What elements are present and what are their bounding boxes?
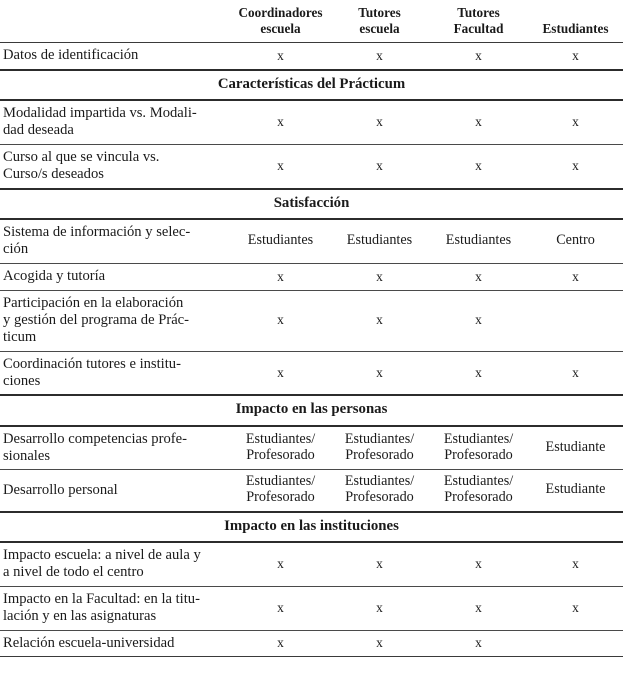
- table-row: [0, 43, 623, 70]
- cell-tutores-escuela: x: [330, 145, 429, 189]
- cell-coordinadores-escuela: [231, 426, 330, 470]
- cell-line2: Profesorado: [246, 489, 315, 506]
- cell-line1: Estudiante: [545, 481, 606, 498]
- table-row: [0, 290, 623, 351]
- row-label-line2: ciones: [3, 372, 41, 389]
- cell-line2: Profesorado: [345, 489, 414, 506]
- section-header-row: [0, 395, 623, 425]
- table-row: [0, 630, 623, 657]
- cell-estudiantes: [528, 426, 623, 470]
- row-label-line2: Curso/s deseados: [3, 166, 104, 182]
- section-header-label: Impacto en las instituciones: [0, 512, 623, 542]
- cell-tutores-facultad: x: [429, 542, 528, 586]
- row-label-line2: a nivel de todo el centro: [3, 563, 144, 580]
- cell-line2: Profesorado: [444, 446, 513, 463]
- cell-estudiantes: x: [528, 542, 623, 586]
- row-label: [0, 426, 231, 470]
- row-label-line1: Coordinación tutores e institu-: [3, 355, 181, 372]
- row-label-line1: Impacto escuela: a nivel de aula y: [3, 546, 201, 563]
- row-label: [0, 542, 231, 586]
- cell-coordinadores-escuela: Estudiantes: [231, 219, 330, 263]
- cell-tutores-facultad: x: [429, 630, 528, 657]
- table-row: [0, 586, 623, 630]
- row-label: [0, 100, 231, 144]
- cell-line1: Estudiantes/: [245, 473, 316, 490]
- column-header-line2: Facultad: [453, 20, 504, 36]
- cell-estudiantes: [528, 630, 623, 657]
- cell-estudiantes: x: [528, 263, 623, 290]
- cell-estudiantes: x: [528, 100, 623, 144]
- row-label-line2: y gestión del programa de Prác-: [3, 311, 190, 328]
- row-label-line1: Sistema de información y selec-: [3, 224, 191, 241]
- cell-tutores-facultad: Estudiantes: [429, 219, 528, 263]
- section-header-label: Características del Prácticum: [0, 70, 623, 100]
- cell-tutores-escuela: x: [330, 43, 429, 70]
- cell-estudiantes: x: [528, 351, 623, 395]
- row-label-line1: Modalidad impartida vs. Modali-: [3, 105, 197, 122]
- row-label: [0, 586, 231, 630]
- column-header-tutores-facultad: [429, 0, 528, 43]
- table-row: [0, 145, 623, 189]
- column-header-line2: escuela: [260, 20, 301, 36]
- row-label-line2: sionales: [3, 447, 51, 464]
- cell-tutores-escuela: x: [330, 542, 429, 586]
- section-header-label: Impacto en las personas: [0, 395, 623, 425]
- cell-tutores-facultad: x: [429, 100, 528, 144]
- cell-coordinadores-escuela: x: [231, 290, 330, 351]
- column-header-line1: Estudiantes: [542, 20, 609, 36]
- cell-line1: Estudiantes/: [443, 430, 514, 447]
- cell-tutores-facultad: x: [429, 586, 528, 630]
- table-row: [0, 351, 623, 395]
- row-label-line2: dad deseada: [3, 122, 74, 139]
- row-label-line1: Participación en la elaboración: [3, 294, 184, 311]
- cell-line2: Profesorado: [246, 446, 315, 463]
- cell-tutores-facultad: [429, 470, 528, 512]
- cell-line2: Profesorado: [444, 489, 513, 506]
- cell-coordinadores-escuela: x: [231, 100, 330, 144]
- row-label: Acogida y tutoría: [0, 263, 231, 290]
- cell-coordinadores-escuela: x: [231, 43, 330, 70]
- cell-tutores-escuela: [330, 470, 429, 512]
- row-label: [0, 145, 231, 189]
- cell-line1: Estudiantes/: [344, 430, 415, 447]
- cell-coordinadores-escuela: x: [231, 542, 330, 586]
- column-header-label: [0, 0, 231, 43]
- cell-estudiantes: Centro: [528, 219, 623, 263]
- cell-estudiantes: x: [528, 586, 623, 630]
- header-row: [0, 0, 623, 43]
- row-label: Relación escuela-universidad: [0, 630, 231, 657]
- cell-tutores-facultad: x: [429, 263, 528, 290]
- column-header-coordinadores-escuela: [231, 0, 330, 43]
- column-header-estudiantes: [528, 0, 623, 43]
- row-label: [0, 290, 231, 351]
- cell-line2: Profesorado: [345, 446, 414, 463]
- cell-coordinadores-escuela: x: [231, 351, 330, 395]
- cell-line1: Estudiantes/: [344, 473, 415, 490]
- row-label-line3: ticum: [3, 328, 37, 345]
- table-row: [0, 263, 623, 290]
- table-row: [0, 100, 623, 144]
- column-header-line1: Tutores: [358, 5, 401, 20]
- row-label-line1: Impacto en la Facultad: en la titu-: [3, 590, 200, 607]
- cell-estudiantes: [528, 470, 623, 512]
- table-row: [0, 470, 623, 512]
- cell-tutores-escuela: Estudiantes: [330, 219, 429, 263]
- section-header-row: [0, 189, 623, 219]
- section-header-row: [0, 512, 623, 542]
- cell-tutores-escuela: x: [330, 100, 429, 144]
- section-header-row: [0, 70, 623, 100]
- row-label-line2: lación y en las asignaturas: [3, 607, 157, 624]
- table-row: [0, 426, 623, 470]
- section-header-label: Satisfacción: [0, 189, 623, 219]
- cell-tutores-escuela: x: [330, 586, 429, 630]
- cell-coordinadores-escuela: x: [231, 263, 330, 290]
- row-label: Desarrollo personal: [0, 470, 231, 512]
- table-row: [0, 542, 623, 586]
- row-label: [0, 351, 231, 395]
- cell-estudiantes: x: [528, 145, 623, 189]
- row-label: [0, 219, 231, 263]
- cell-tutores-escuela: x: [330, 351, 429, 395]
- row-label-line2: ción: [3, 241, 29, 257]
- cell-tutores-facultad: x: [429, 145, 528, 189]
- column-header-line2: escuela: [359, 20, 400, 36]
- cell-line1: Estudiantes/: [245, 430, 316, 447]
- row-label: Datos de identificación: [0, 43, 231, 70]
- table-body: [0, 43, 623, 657]
- cell-tutores-facultad: x: [429, 43, 528, 70]
- cell-tutores-escuela: [330, 426, 429, 470]
- table-row: [0, 219, 623, 263]
- table-header: [0, 0, 623, 43]
- column-header-tutores-escuela: [330, 0, 429, 43]
- cell-estudiantes: x: [528, 43, 623, 70]
- cell-coordinadores-escuela: x: [231, 145, 330, 189]
- column-header-line1: Tutores: [457, 5, 500, 20]
- column-header-line1: Coordinadores: [238, 5, 323, 20]
- cell-line1: Estudiantes/: [443, 473, 514, 490]
- cell-coordinadores-escuela: x: [231, 630, 330, 657]
- row-label-line1: Desarrollo competencias profe-: [3, 430, 187, 447]
- cell-coordinadores-escuela: [231, 470, 330, 512]
- cell-tutores-facultad: x: [429, 351, 528, 395]
- cell-line1: Estudiante: [545, 438, 606, 455]
- cell-tutores-facultad: [429, 426, 528, 470]
- cell-estudiantes: [528, 290, 623, 351]
- cell-coordinadores-escuela: x: [231, 586, 330, 630]
- row-label-line1: Curso al que se vincula vs.: [3, 149, 160, 166]
- cell-tutores-escuela: x: [330, 630, 429, 657]
- cell-tutores-facultad: x: [429, 290, 528, 351]
- cell-tutores-escuela: x: [330, 263, 429, 290]
- cell-tutores-escuela: x: [330, 290, 429, 351]
